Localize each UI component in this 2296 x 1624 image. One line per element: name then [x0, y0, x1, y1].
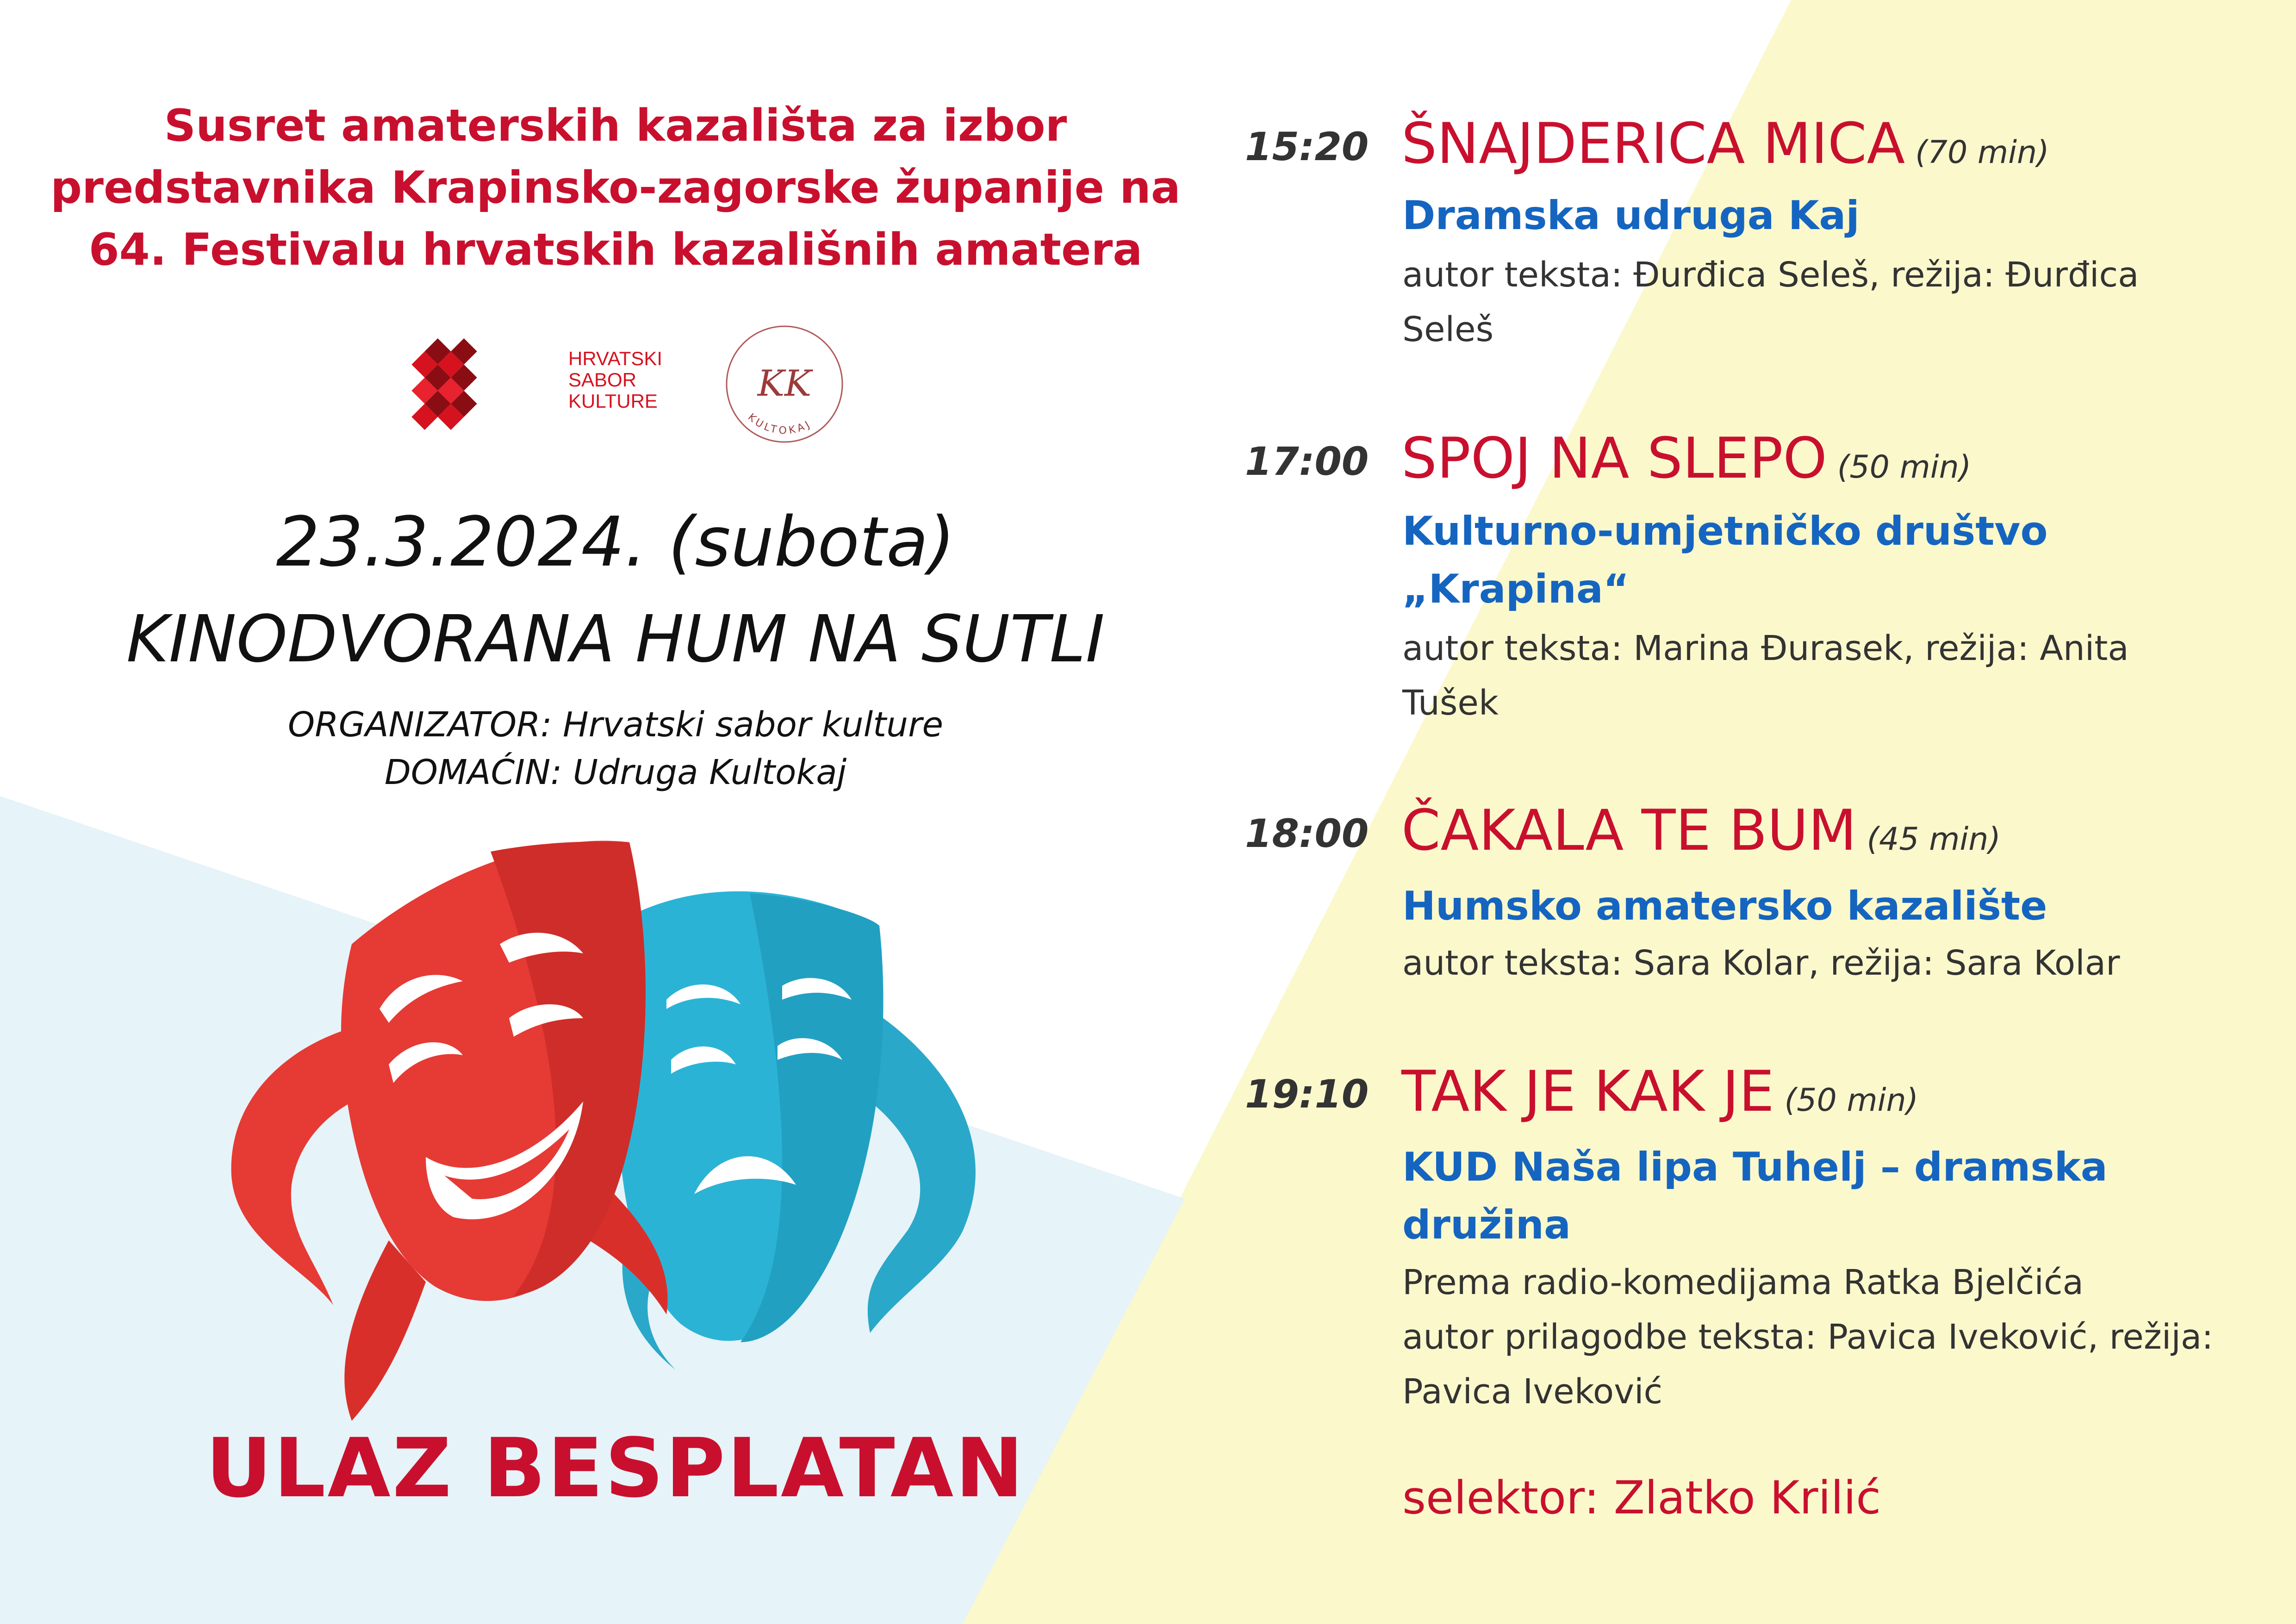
schedule-group-2-line-1: Kulturno-umjetničko društvo	[1402, 508, 2048, 554]
schedule-time-2: 17:00	[1245, 439, 1369, 484]
host-line: DOMAĆIN: Udruga Kultokaj	[384, 753, 847, 792]
event-date: 23.3.2024. (subota)	[276, 502, 955, 582]
schedule-title-4	[1401, 1059, 1918, 1124]
schedule-duration-2: (50 min)	[1837, 449, 1972, 485]
hsk-text-1: HRVATSKI	[568, 348, 663, 369]
schedule-group-1-line-1: Dramska udruga Kaj	[1402, 193, 1860, 239]
schedule-credits-4-line-1: Prema radio-komedijama Ratka Bjelčića	[1402, 1263, 2084, 1302]
schedule-title-text-1: ŠNAJDERICA MICA	[1401, 111, 1905, 176]
schedule-group-2	[1402, 503, 2048, 618]
schedule-credits-4	[1402, 1255, 2213, 1419]
schedule-group-2-line-2: „Krapina“	[1402, 566, 1630, 612]
schedule-credits-3-line-1: autor teksta: Sara Kolar, režija: Sara Kolar	[1402, 943, 2120, 983]
schedule-credits-1-line-2: Seleš	[1402, 310, 1494, 349]
organizer-block	[0, 701, 1231, 796]
tragedy-ribbon-right	[868, 1009, 976, 1333]
event-venue: KINODVORANA HUM NA SUTLI	[126, 602, 1105, 677]
schedule-credits-2-line-2: Tušek	[1402, 683, 1499, 723]
hsk-text-3: KULTURE	[568, 390, 658, 412]
schedule-group-4-line-1: KUD Naša lipa Tuhelj – dramska	[1402, 1144, 2108, 1190]
kultokaj-monogram: KK	[757, 363, 812, 404]
schedule-group-3-line-1: Humsko amatersko kazalište	[1402, 883, 2047, 929]
schedule-time-4: 19:10	[1245, 1071, 1369, 1117]
schedule-duration-3: (45 min)	[1867, 821, 2001, 858]
schedule-credits-4-line-3: Pavica Iveković	[1402, 1372, 1663, 1412]
schedule-duration-4: (50 min)	[1784, 1082, 1919, 1119]
schedule-credits-4-line-2: autor prilagodbe teksta: Pavica Iveković, režija:	[1402, 1317, 2214, 1357]
schedule-title-text-4: TAK JE KAK JE	[1401, 1059, 1774, 1124]
schedule-group-4-line-2: družina	[1402, 1202, 1571, 1248]
schedule-credits-2-line-1: autor teksta: Marina Đurasek, režija: Anita	[1402, 628, 2129, 668]
schedule-group-4	[1402, 1139, 2108, 1254]
schedule-credits-3	[1402, 936, 2120, 990]
hsk-logo-text	[568, 348, 662, 412]
theatre-masks-icon	[213, 824, 1037, 1435]
kultokaj-logo-text: KULTOKAJ	[745, 411, 814, 437]
free-entry-label: ULAZ BESPLATAN	[205, 1421, 1026, 1516]
kultokaj-logo-icon	[720, 319, 849, 449]
schedule-title-2	[1401, 426, 1971, 491]
header-line-1: Susret amaterskih kazališta za izbor	[164, 100, 1067, 151]
festival-header	[0, 95, 1231, 281]
schedule-credits-1-line-1: autor teksta: Đurđica Seleš, režija: Đurđica	[1402, 255, 2139, 295]
hsk-logo-icon	[384, 333, 504, 435]
schedule-time-1: 15:20	[1245, 124, 1369, 169]
header-line-2: predstavnika Krapinsko-zagorske županije na	[50, 162, 1181, 213]
organizer-line: ORGANIZATOR: Hrvatski sabor kulture	[287, 705, 944, 745]
hsk-text-2: SABOR	[568, 369, 637, 391]
schedule-time-3: 18:00	[1245, 811, 1369, 856]
svg-text:KULTOKAJ	[746, 411, 814, 436]
schedule-duration-1: (70 min)	[1915, 134, 2049, 171]
schedule-credits-1	[1402, 248, 2139, 357]
header-line-3: 64. Festivalu hrvatskih kazališnih amatera	[88, 224, 1143, 275]
schedule-title-1	[1401, 111, 2049, 176]
schedule-title-text-3: ČAKALA TE BUM	[1401, 798, 1857, 863]
schedule-title-3	[1401, 798, 2001, 863]
selector-line: selektor: Zlatko Krilić	[1402, 1472, 1881, 1524]
schedule-group-3	[1402, 877, 2047, 935]
schedule-credits-2	[1402, 621, 2129, 730]
schedule-group-1	[1402, 187, 1860, 245]
schedule-title-text-2: SPOJ NA SLEPO	[1401, 426, 1827, 491]
